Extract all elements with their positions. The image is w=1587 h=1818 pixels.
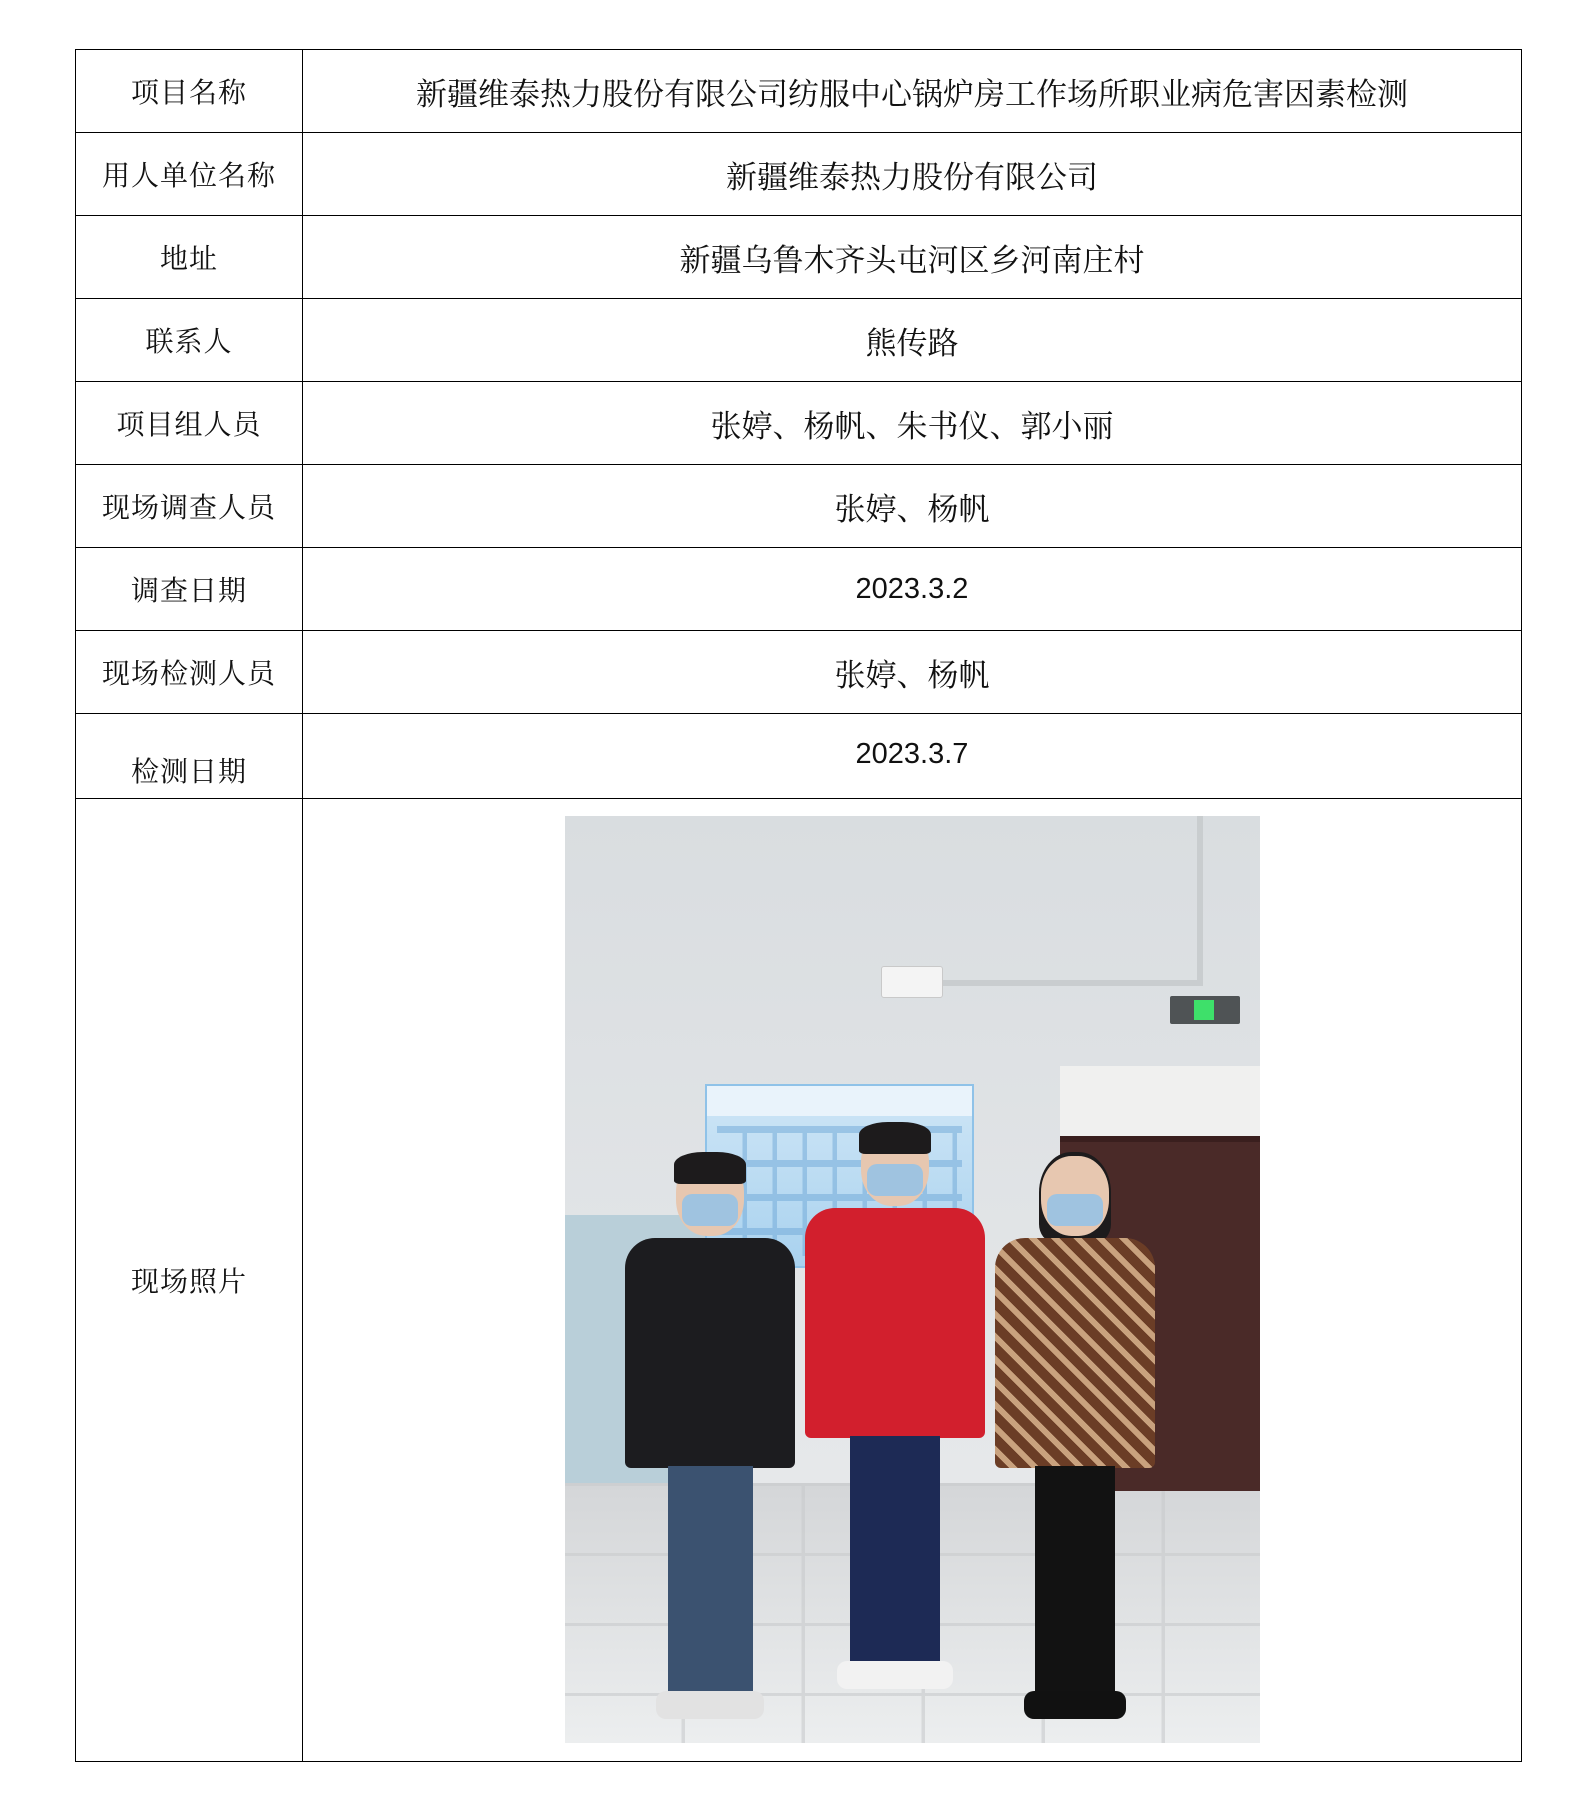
- notice-board-header: [707, 1086, 972, 1116]
- photo-door-window: [1060, 1066, 1260, 1142]
- survey-date-label: 调查日期: [76, 548, 303, 631]
- employer-name-label: 用人单位名称: [76, 133, 303, 216]
- table-row: [76, 382, 1522, 465]
- site-testing-staff-label: 现场检测人员: [76, 631, 303, 714]
- site-photo: [565, 816, 1260, 1743]
- photo-pipe: [1197, 816, 1203, 986]
- project-name-value: 新疆维泰热力股份有限公司纺服中心锅炉房工作场所职业病危害因素检测: [303, 50, 1522, 133]
- address-label: 地址: [76, 216, 303, 299]
- employer-name-value: 新疆维泰热力股份有限公司: [303, 133, 1522, 216]
- project-name-label: 项目名称: [76, 50, 303, 133]
- emergency-lamp-icon: [881, 966, 943, 998]
- contact-person-label: 联系人: [76, 299, 303, 382]
- site-survey-staff-label: 现场调查人员: [76, 465, 303, 548]
- site-survey-staff-value: 张婷、杨帆: [303, 465, 1522, 548]
- photo-person: [625, 1156, 795, 1716]
- photo-pipe: [941, 980, 1201, 986]
- site-testing-staff-value: 张婷、杨帆: [303, 631, 1522, 714]
- project-team-value: 张婷、杨帆、朱书仪、郭小丽: [303, 382, 1522, 465]
- table-row: [76, 714, 1522, 799]
- table-row: [76, 216, 1522, 299]
- table-row: [76, 465, 1522, 548]
- site-photo-cell: [303, 799, 1522, 1762]
- contact-person-value: 熊传路: [303, 299, 1522, 382]
- table-row: [76, 299, 1522, 382]
- survey-date-value: 2023.3.2: [303, 548, 1522, 631]
- testing-date-label: 检测日期: [76, 714, 303, 799]
- table-row: [76, 799, 1522, 1762]
- photo-person: [995, 1156, 1155, 1716]
- testing-date-value: 2023.3.7: [303, 714, 1522, 799]
- project-info-table: [75, 49, 1522, 1762]
- table-row: [76, 631, 1522, 714]
- table-row: [76, 548, 1522, 631]
- table-row: [76, 133, 1522, 216]
- photo-person: [805, 1126, 985, 1716]
- project-team-label: 项目组人员: [76, 382, 303, 465]
- table-row: [76, 50, 1522, 133]
- exit-sign-icon: [1170, 996, 1240, 1024]
- site-photo-label: 现场照片: [76, 799, 303, 1762]
- address-value: 新疆乌鲁木齐头屯河区乡河南庄村: [303, 216, 1522, 299]
